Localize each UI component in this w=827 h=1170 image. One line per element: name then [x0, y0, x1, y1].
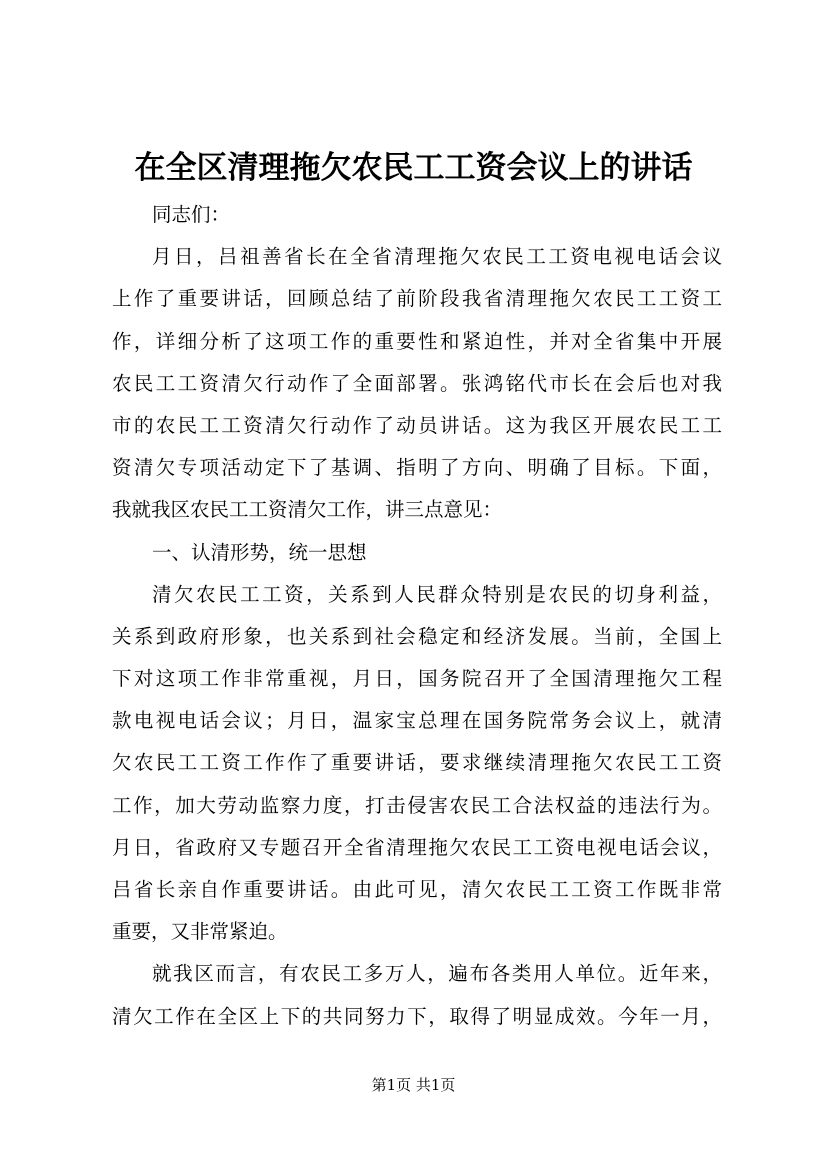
- text-line: 下对这项工作非常重视，月日，国务院召开了全国清理拖欠工程: [112, 667, 722, 691]
- text-line: 月日，吕祖善省长在全省清理拖欠农民工工资电视电话会议: [152, 245, 722, 269]
- page-footer: 第1页 共1页: [371, 1076, 456, 1094]
- text-line: 清欠工作在全区上下的共同努力下，取得了明显成效。今年一月，: [112, 1004, 722, 1028]
- text-line: 上作了重要讲话，回顾总结了前阶段我省清理拖欠农民工工资工: [112, 287, 722, 311]
- text-line: 资清欠专项活动定下了基调、指明了方向、明确了目标。下面，: [112, 456, 722, 480]
- text-line: 农民工工资清欠行动作了全面部署。张鸿铭代市长在会后也对我: [112, 371, 722, 395]
- text-line: 重要，又非常紧迫。: [112, 920, 288, 944]
- text-line: 月日，省政府又专题召开全省清理拖欠农民工工资电视电话会议，: [112, 835, 722, 859]
- text-line: 工作，加大劳动监察力度，打击侵害农民工合法权益的违法行为。: [112, 793, 722, 817]
- text-line: 同志们：: [152, 203, 231, 226]
- text-line: 款电视电话会议；月日，温家宝总理在国务院常务会议上，就清: [112, 709, 722, 733]
- text-line: 就我区而言，有农民工多万人，遍布各类用人单位。近年来，: [152, 962, 722, 986]
- text-line: 我就我区农民工工资清欠工作，讲三点意见：: [112, 498, 503, 522]
- text-line: 市的农民工工资清欠行动作了动员讲话。这为我区开展农民工工: [112, 413, 722, 437]
- document-title: 在全区清理拖欠农民工工资会议上的讲话: [134, 150, 693, 186]
- text-line: 清欠农民工工资，关系到人民群众特别是农民的切身利益，: [152, 582, 722, 606]
- text-line: 欠农民工工资工作作了重要讲话，要求继续清理拖欠农民工工资: [112, 751, 722, 775]
- text-line: 吕省长亲自作重要讲话。由此可见，清欠农民工工资工作既非常: [112, 878, 722, 901]
- text-line: 关系到政府形象，也关系到社会稳定和经济发展。当前，全国上: [112, 624, 722, 648]
- text-line: 一、认清形势，统一思想: [152, 540, 367, 564]
- document-body: [112, 194, 722, 1038]
- text-line: 作，详细分析了这项工作的重要性和紧迫性，并对全省集中开展: [112, 329, 722, 353]
